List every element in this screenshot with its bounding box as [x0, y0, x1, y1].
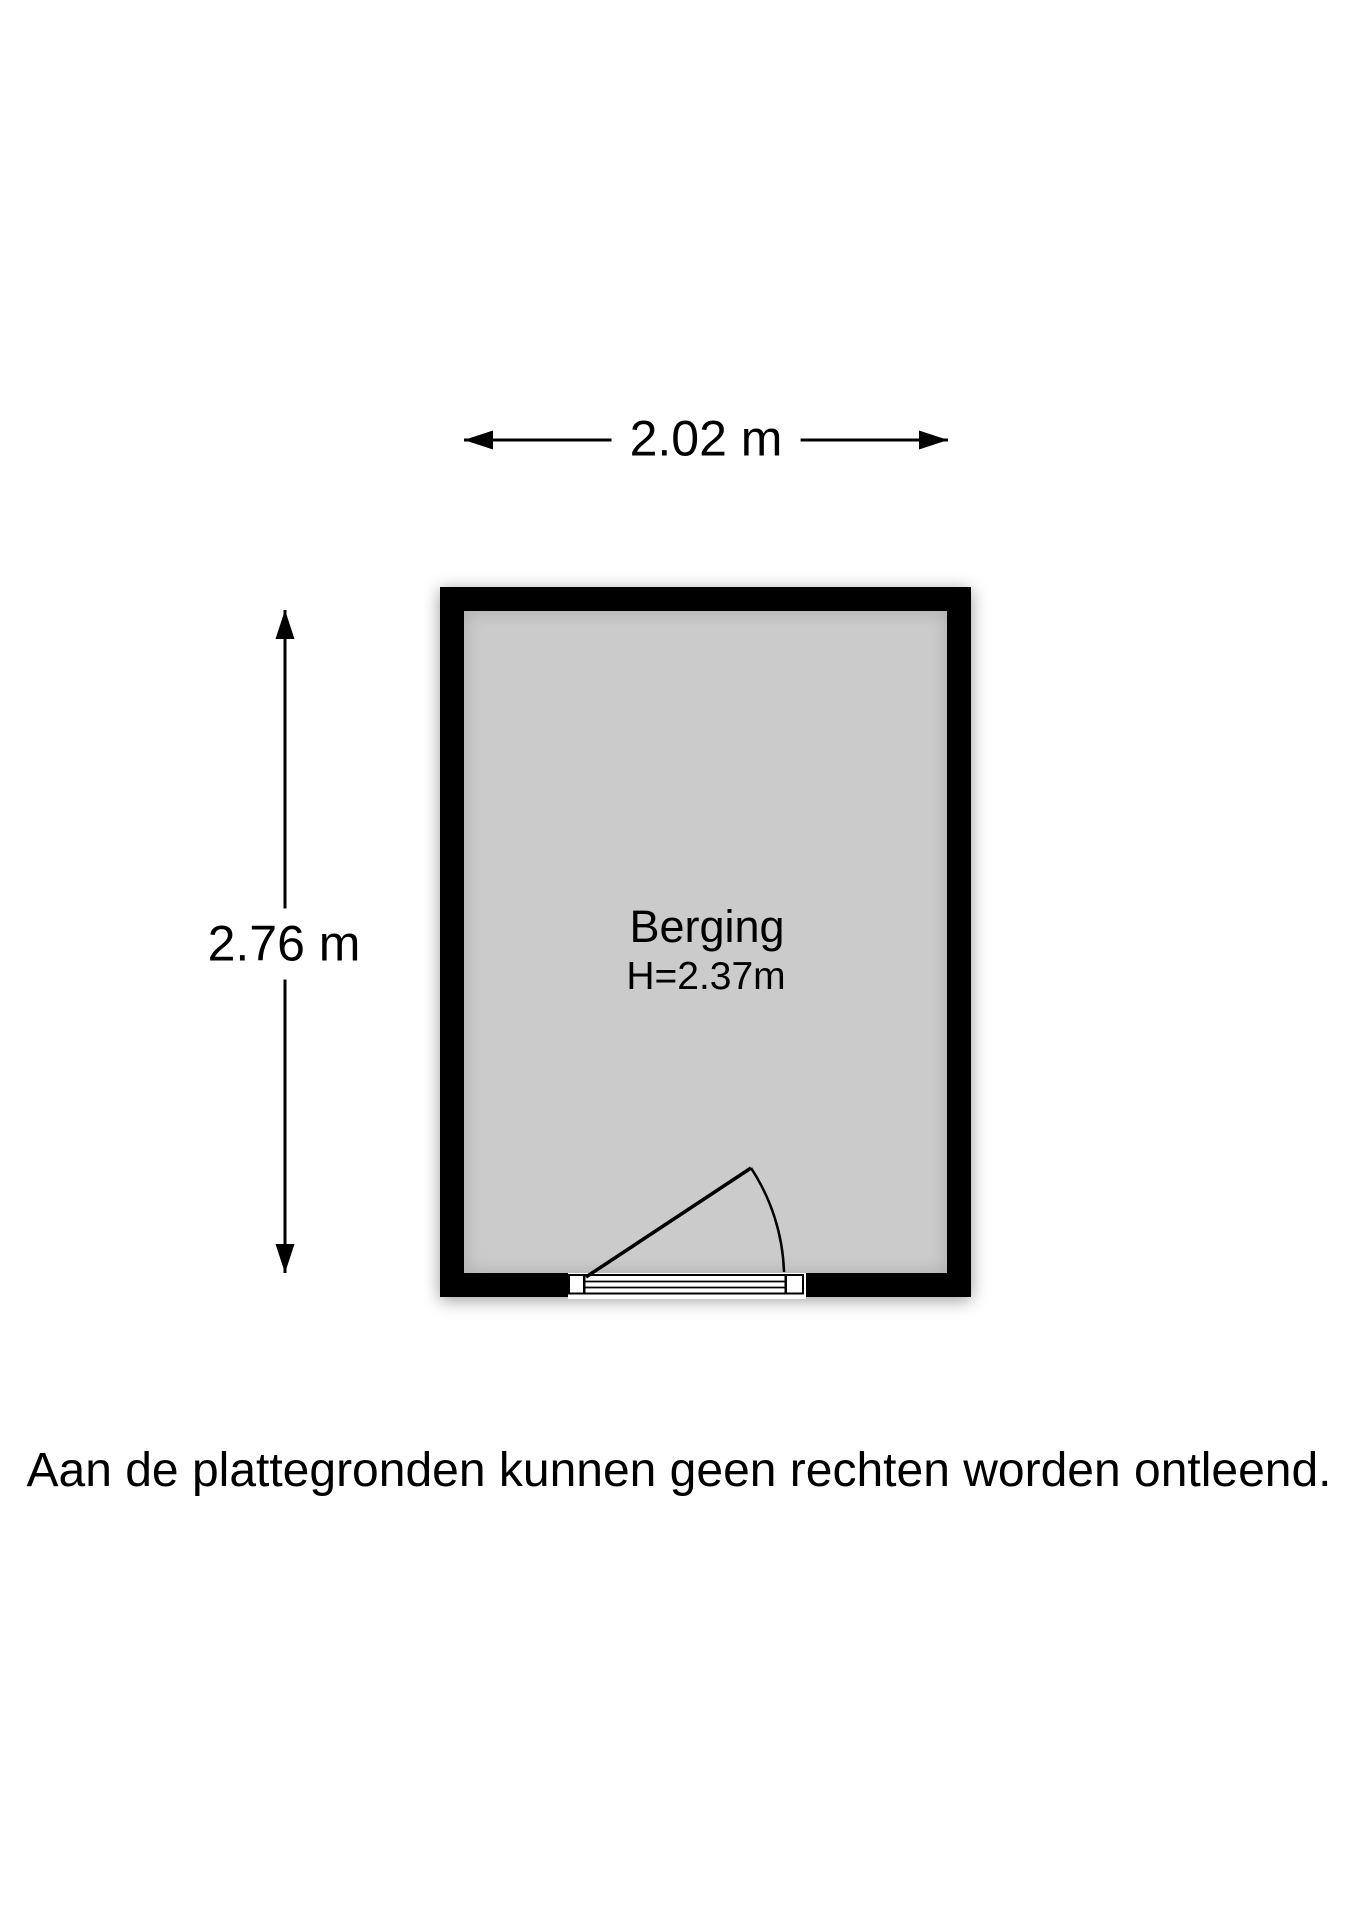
- room-name-label: Berging: [629, 901, 785, 952]
- width-dimension-arrowhead-right-icon: [919, 431, 948, 450]
- width-dimension-arrowhead-left-icon: [464, 431, 493, 450]
- height-dimension-arrowhead-bottom-icon: [276, 1244, 295, 1273]
- height-dimension-arrowhead-top-icon: [276, 610, 295, 639]
- height-dimension-label: 2.76 m: [196, 909, 373, 980]
- width-dimension-label: 2.02 m: [612, 410, 801, 469]
- room-ceiling-height-label: H=2.37m: [626, 955, 786, 998]
- disclaimer-text: Aan de plattegronden kunnen geen rechten worden ontleend.: [26, 1444, 1332, 1497]
